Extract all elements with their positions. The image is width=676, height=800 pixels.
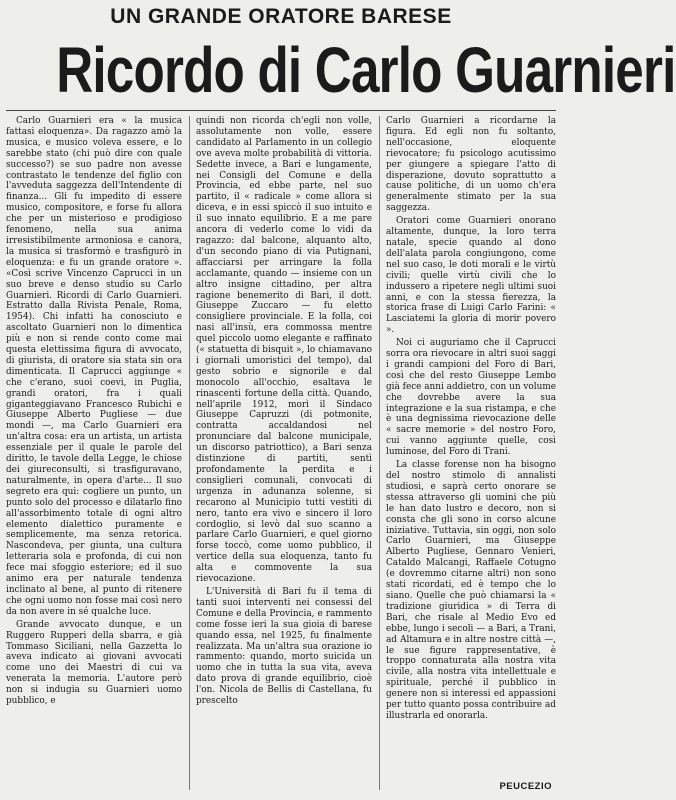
- headline: Ricordo di Carlo Guarnieri: [56, 34, 676, 106]
- paragraph: Grande avvocato dunque, e un Ruggero Rupperi della sbarra, e già Tommaso Siciliani, nella Gazzetta lo aveva indicato ai giovani avvocati come uno dei Maestri di cui va venerata la memoria. L'autore però non si indugia su Guarnieri uomo pubblico, e: [6, 619, 182, 707]
- column-divider: [189, 116, 190, 790]
- paragraph: Noi ci auguriamo che il Caprucci sorra ora rievocare in altri suoi saggi i grandi campioni del Foro di Bari, così che del resto Giuseppe Lembo già fece anni addietro, con un volume che dovrebbe avere la sua integrazione e la sua ristampa, e che è una degnissima rievocazione delle « sacre memorie » del nostro Foro, cui vanno aggiunte quelle, così luminose, del Foro di Trani.: [386, 338, 556, 458]
- paragraph: Oratori come Guarnieri onorano altamente, dunque, la loro terra natale, specie quando al dono dell'alata parola congiungono, come nel suo caso, le doti morali e le virtù civili; quelle virtù civili che lo indussero a ripetere negli ultimi suoi anni, e con la stessa fierezza, la storica frase di Luigi Carlo Farini: « Lasciatemi la gloria di morir povero ».: [386, 216, 556, 336]
- column-2: [196, 116, 372, 792]
- paragraph: Carlo Guarnieri a ricordarne la figura. Ed egli non fu soltanto, nell'occasione, eloquente rievocatore; fu psicologo acutissimo per giungere a spiegare l'atto di disperazione, dovuto soprattutto a cause politiche, di un uomo ch'era generalmente stimato per la sua saggezza.: [386, 116, 556, 214]
- column-divider: [379, 116, 380, 790]
- paragraph: Carlo Guarnieri era « la musica fattasi eloquenza». Da ragazzo amò la musica, e musico voleva essere, e lo sarebbe stato (chi può dire con quale successo?) se suo padre non avesse contrastato le tendenze del figlio con l'avveduta saggezza dell'Intendente di finanza... Gli fu impedito di essere musico, compositore, e forse fu allora che per un misterioso e prodigioso fenomeno, nella sua anima irresistibilmente armoniosa e canora, la musica si trasformò e trasfigurò in eloquenza: e fu un grande oratore ». «Così scrive Vincenzo Caprucci in un suo breve e denso studio su Carlo Guarnieri. Ricordi di Carlo Guarnieri. Estratto dalla Rivista Penale, Roma, 1954). Chi infatti ha conosciuto e ascoltato Guarnieri non lo dimentica più e non si rende conto come mai questa elettissima figura di avvocato, di giurista, di oratore sia stata sin ora dimenticata. Il Caprucci aggiunge « che c'erano, suoi coevi, in Puglia, grandi oratori, fra i quali giganteggiavano Francesco Rubichi e Giuseppe Alberto Pugliese — due mondi —, ma Carlo Guarnieri era un'altra cosa: era un artista, un artista essenziale per il quale le parole del diritto, le tavole della Legge, le chiose dei giureconsulti, si trasfiguravano, naturalmente, in opera d'arte... Il suo segreto era qui: cogliere un punto, un punto solo del processo e dilatarlo fino all'assorbimento totale di ogni altro elemento dialettico puramente e semplicemente, ma senza retorica. Nascondeva, per giunta, una cultura letteraria sola e profonda, di cui non fece mai sfoggio esteriore; ed il suo animo era per naturale tendenza inclinato al bene, al punto di ritenere che ogni uomo non fosse mai così nero da non avere in sé qualche luce.: [6, 116, 182, 617]
- author-signature: PEUCEZIO: [499, 781, 552, 792]
- paragraph: quindi non ricorda ch'egli non volle, assolutamente non volle, essere candidato al Parlamento in un collegio ove aveva molte probabilità di vittoria. Sedette invece, a Bari e lungamente, nei Consigli del Comune e della Provincia, ed ebbe parte, nel suo partito, il « radicale » come allora si diceva, e in essi spiccò il suo intuito e il suo innato equilibrio. E a me pare ancora di vederlo come lo vidi da ragazzo: dal balcone, alquanto alto, d'un secondo piano di via Putignani, affacciarsi per arringare la folla acclamante, quando — insieme con un altro insigne cittadino, per altra ragione benemerito di Bari, il dott. Giuseppe Zuccaro — fu eletto consigliere provinciale. E la folla, coi nasi all'insù, era commossa mentre quel piccolo uomo elegante e raffinato (« statuetta di bisquit », lo chiamavano i giornali umoristici del tempo), dal gesto sobrio e signorile e dal monocolo all'occhio, esaltava le rinascenti fortune della città. Quando, nell'aprile 1912, morì il Sindaco Giuseppe Capruzzi (di potmonite, contratta accaldandosi nel pronunciare dal balcone municipale, un discorso patriottico), a Bari senza distinzione di partiti, sentì profondamente la perdita e i consiglieri comunali, convocati di urgenza in adunanza solenne, si recarono al Municipio tutti vestiti di nero, tanto era vivo e sincero il loro cordoglio, si levò dal suo scanno a parlare Carlo Guarnieri, e quel giorno forse toccò, come uomo pubblico, il vertice della sua eloquenza, tanto fu alta e commovente la sua rievocazione.: [196, 116, 372, 585]
- paragraph: La classe forense non ha bisogno del nostro stimolo di annalisti studiosi, e saprà certo onorare se stessa attraverso gli uomini che più le han dato lustro e decoro, non si consta che gli sono in corso alcune iniziative. Tuttavia, sin oggi, non solo Carlo Guarnieri, ma Giuseppe Alberto Pugliese, Gennaro Venieri, Cataldo Malcangi, Raffaele Cotugno (e dovremmo citarne altri) non sono stati ricordati, ed è tempo che lo siano. Quelle che può chiamarsi la « tradizione giuridica » di Terra di Bari, che risale al Medio Evo ed ebbe, lungo i secoli — a Bari, a Trani, ad Altamura e in altre nostre città —, le sue figure rappresentative, è troppo connaturata alla nostra vita civile, alla nostra vita intellettuale e spirituale, perché il pubblico in genere non si interessi ed appassioni per tutto quanto possa contribuire ad illustrarla ed onorarla.: [386, 460, 556, 721]
- headline-rule: [6, 110, 556, 111]
- paragraph: L'Università di Bari fu il tema di tanti suoi interventi nei consessi del Comune e della Provincia, e rammento come fosse ieri la sua gioia di barese quando essa, nel 1925, fu finalmente realizzata. Ma un'altra sua orazione io rammento: quando, morto suicida un uomo che in tutta la sua vita, aveva dato prova di grande equilibrio, cioè l'on. Nicola de Bellis di Castellana, fu prescelto: [196, 586, 372, 707]
- kicker: UN GRANDE ORATORE BARESE: [110, 5, 452, 28]
- column-3: [386, 116, 556, 792]
- column-1: [6, 116, 182, 792]
